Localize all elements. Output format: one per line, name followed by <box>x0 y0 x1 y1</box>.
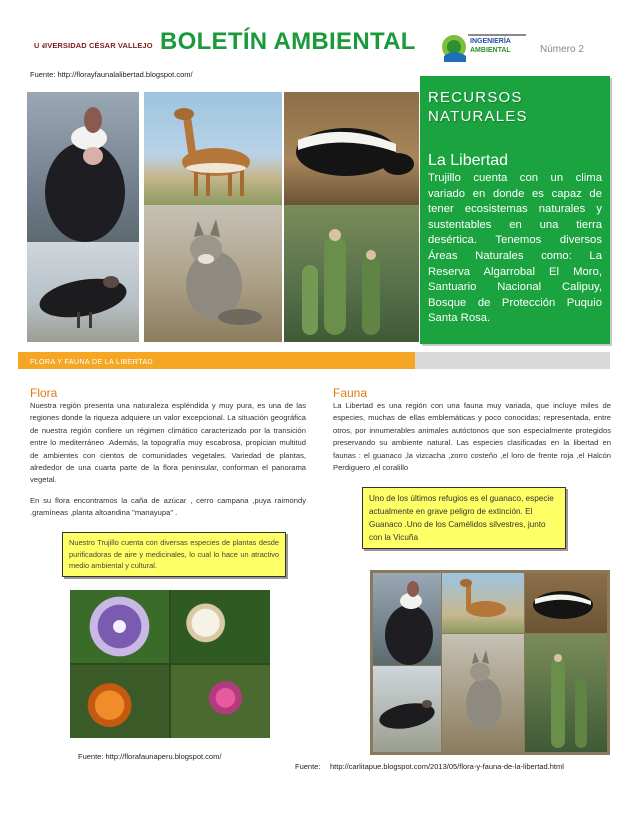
orange-flower-photo <box>70 665 169 738</box>
cactus-photo-small <box>525 634 607 752</box>
skunk-photo-small <box>525 573 607 633</box>
flora-callout: Nuestro Trujillo cuenta con diversas especies de plantas desde purificadoras de aire y medicinales, lo cual lo hace un atractivo medio ambiental y cultural. <box>62 532 286 577</box>
vulture-photo-small <box>373 666 441 752</box>
fauna-callout: Uno de los últimos refugios es el guanaco, especie actualmente en grave peligro de extinción. El Guanaco .Uno de los Camélidos silvestres, junto con la Vicuña <box>362 487 566 549</box>
fauna-heading: Fauna <box>333 386 368 400</box>
panel-title-line1: RECURSOS <box>428 89 523 106</box>
guanaco-photo-small <box>442 573 524 633</box>
fauna-source-url: http://carlitapue.blogspot.com/2013/05/flora-y-fauna-de-la-libertad.html <box>330 762 564 771</box>
eng-logo-line1: INGENIERÍA <box>470 38 511 45</box>
flora-source: Fuente: http://florafaunaperu.blogspot.com/ <box>78 752 222 761</box>
flowers-photo <box>70 590 270 738</box>
flora-paragraph-2: En su flora encontramos la caña de azúcar , cerro campana ,puya raimondy .gramíneas ,planta altoandina "manayupa" . <box>30 496 306 518</box>
ucv-logo <box>30 35 153 55</box>
section-bar-label: FLORA Y FAUNA DE LA LIBERTAD <box>30 357 153 366</box>
panel-title <box>428 88 598 126</box>
section-bar-extension <box>415 352 610 369</box>
condor-photo <box>27 92 139 242</box>
fox-photo-small <box>442 634 524 752</box>
vulture-photo <box>27 242 139 342</box>
fauna-source-label: Fuente: <box>295 762 321 771</box>
university-name: UNIVERSIDAD CÉSAR VALLEJO <box>34 40 153 50</box>
guanaco-photo <box>144 92 282 205</box>
top-photo-source: Fuente: http://florayfaunalalibertad.blogspot.com/ <box>30 70 193 79</box>
condor-photo-small <box>373 573 441 665</box>
panel-subtitle: La Libertad <box>428 152 509 169</box>
issue-number: Número 2 <box>540 44 584 55</box>
flora-paragraph: Nuestra región presenta una naturaleza espléndida y muy pura, es una de las regiones donde la riqueza adquiere un valor excepcional. La situación geográfica de nuestra región confiere un régimen climático caracterizado por la transición entre lo mediterráneo .Además, la topografía muy escabrosa, propician multitud de ambientes con cientos de comunidades vegetales. Variedad de plantas, alrededor de una cuarta parte de la flora peninsular, conforman el panorama vegetal. <box>30 401 306 485</box>
panel-text: Trujillo cuenta con un clima variado en donde es capaz de tener ecosistemas naturales y sustentables en una tierra desértica. Tenemos diversos Áreas Naturales como: La Reserva Algarrobal El Moro, Santuario Nacional Calipuy, Bosque de Protección Puquio Santa Rosa. <box>428 172 602 325</box>
passion-flower-photo <box>70 590 169 663</box>
white-orchid-photo <box>171 590 270 663</box>
fauna-paragraph: La Libertad es una región con una fauna muy variada, que incluye miles de especies, muchas de ellas emblemáticas y poco conocidas; representada, entre otros, por innumerables animales autóctonos que son especialmente protegidos preservando su ambiente natural. Las especies clasificadas en la libertad en faunas : el guanaco ,la vizcacha ,zorro costeño ,el loro de frente roja ,el Halcón Perdiguero ,el coralillo <box>333 401 611 473</box>
pink-orchid-photo <box>171 665 270 738</box>
page-title: BOLETÍN AMBIENTAL <box>160 28 416 55</box>
ingenieria-ambiental-logo <box>440 26 530 68</box>
eng-logo-line2: AMBIENTAL <box>470 47 511 54</box>
skunk-photo <box>284 92 419 205</box>
flora-heading: Flora <box>30 386 58 400</box>
panel-title-line2: NATURALES <box>428 108 528 125</box>
fox-photo <box>144 205 282 342</box>
cactus-photo <box>284 205 419 342</box>
